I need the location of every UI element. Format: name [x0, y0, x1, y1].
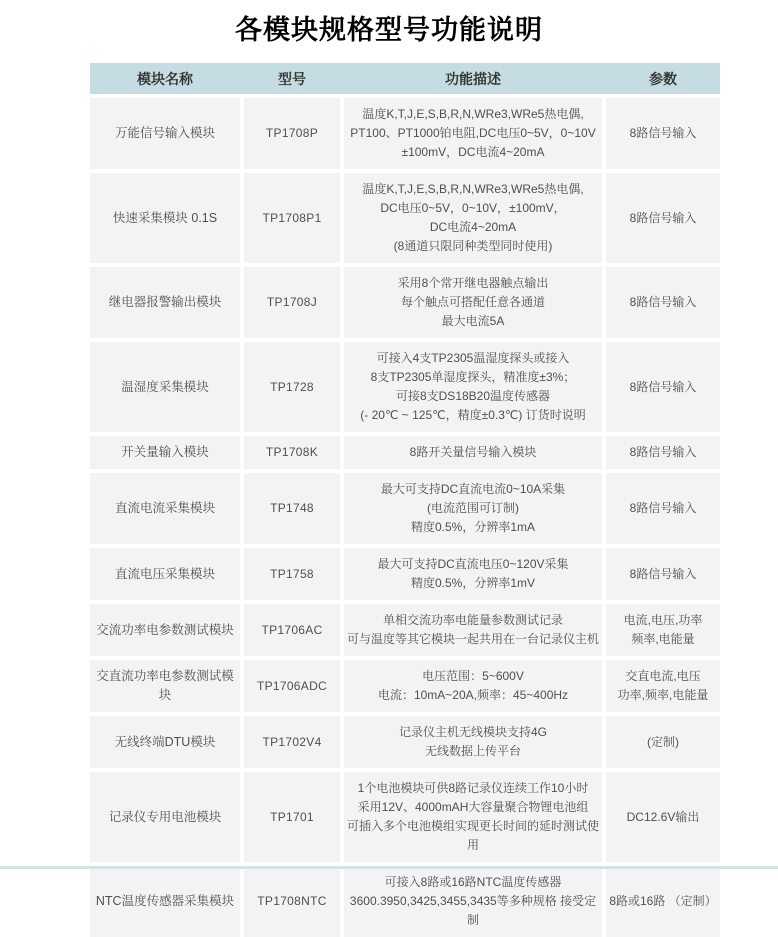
model-cell: TP1706AC [244, 604, 340, 656]
header-module-name: 模块名称 [137, 70, 193, 87]
param-cell: 8路信号输入 [606, 548, 720, 600]
module-name-cell: 记录仪专用电池模块 [90, 772, 240, 862]
description-cell: 8路开关量信号输入模块 [344, 436, 602, 469]
model-cell: TP1706ADC [244, 660, 340, 712]
table-row [90, 173, 720, 263]
description-cell: 1个电池模块可供8路记录仪连续工作10小时 采用12V、4000mAH大容量聚合物锂电池组 可插入多个电池模组实现更长时间的延时测试使用 [344, 772, 602, 862]
header-params: 参数 [649, 70, 677, 87]
model-cell: TP1702V4 [244, 716, 340, 768]
table-row [90, 604, 720, 656]
description-cell: 采用8个常开继电器触点输出 每个触点可搭配任意各通道 最大电流5A [344, 267, 602, 338]
table-row [90, 866, 720, 937]
page-title: 各模块规格型号功能说明 [235, 15, 543, 45]
table-row [90, 436, 720, 469]
table-row [90, 267, 720, 338]
param-cell: (定制) [606, 716, 720, 768]
modules-table [90, 63, 720, 937]
description-cell: 电压范围：5~600V 电流：10mA~20A,频率：45~400Hz [344, 660, 602, 712]
model-cell: TP1701 [244, 772, 340, 862]
model-cell: TP1708P1 [244, 173, 340, 263]
model-cell: TP1708J [244, 267, 340, 338]
table-row [90, 98, 720, 169]
module-name-cell: 交直流功率电参数测试模块 [90, 660, 240, 712]
module-name-cell: 无线终端DTU模块 [90, 716, 240, 768]
param-cell: 交直电流,电压 功率,频率,电能量 [606, 660, 720, 712]
model-cell: TP1708P [244, 98, 340, 169]
model-cell: TP1728 [244, 342, 340, 432]
table-header-row [90, 63, 720, 94]
model-cell: TP1708K [244, 436, 340, 469]
header-description: 功能描述 [445, 70, 501, 87]
table-row [90, 548, 720, 600]
model-cell: TP1708NTC [244, 866, 340, 937]
module-name-cell: 继电器报警输出模块 [90, 267, 240, 338]
description-cell: 温度K,T,J,E,S,B,R,N,WRe3,WRe5热电偶, PT100、PT1000铂电阻,DC电压0~5V，0~10V ±100mV，DC电流4~20mA [344, 98, 602, 169]
table-row [90, 716, 720, 768]
footer-divider [0, 866, 778, 869]
module-name-cell: 万能信号输入模块 [90, 98, 240, 169]
model-cell: TP1748 [244, 473, 340, 544]
module-name-cell: NTC温度传感器采集模块 [90, 866, 240, 937]
module-name-cell: 快速采集模块 0.1S [90, 173, 240, 263]
param-cell: 8路信号输入 [606, 473, 720, 544]
description-cell: 最大可支持DC直流电压0~120V采集 精度0.5%，分辨率1mV [344, 548, 602, 600]
param-cell: 8路信号输入 [606, 436, 720, 469]
header-model: 型号 [278, 70, 306, 87]
description-cell: 可接入8路或16路NTC温度传感器 3600.3950,3425,3455,3435等多种规格 接受定制 [344, 866, 602, 937]
param-cell: 8路信号输入 [606, 342, 720, 432]
param-cell: DC12.6V输出 [606, 772, 720, 862]
description-cell: 最大可支持DC直流电流0~10A采集 (电流范围可订制) 精度0.5%，分辨率1mA [344, 473, 602, 544]
param-cell: 8路信号输入 [606, 267, 720, 338]
description-cell: 可接入4支TP2305温湿度探头或接入 8支TP2305单湿度探头，精准度±3%； 可接8支DS18B20温度传感器 (- 20℃ ~ 125℃，精度±0.3℃) 订货时说明 [344, 342, 602, 432]
module-name-cell: 直流电压采集模块 [90, 548, 240, 600]
module-name-cell: 直流电流采集模块 [90, 473, 240, 544]
table-body [90, 98, 720, 937]
description-cell: 单相交流功率电能量参数测试记录 可与温度等其它模块一起共用在一台记录仪主机 [344, 604, 602, 656]
param-cell: 8路信号输入 [606, 173, 720, 263]
table-row [90, 473, 720, 544]
param-cell: 电流,电压,功率 频率,电能量 [606, 604, 720, 656]
module-name-cell: 开关量输入模块 [90, 436, 240, 469]
table-row [90, 342, 720, 432]
description-cell: 记录仪主机无线模块支持4G 无线数据上传平台 [344, 716, 602, 768]
param-cell: 8路或16路 （定制） [606, 866, 720, 937]
param-cell: 8路信号输入 [606, 98, 720, 169]
description-cell: 温度K,T,J,E,S,B,R,N,WRe3,WRe5热电偶, DC电压0~5V，0~10V，±100mV， DC电流4~20mA (8通道只限同种类型同时使用) [344, 173, 602, 263]
table-row [90, 772, 720, 862]
model-cell: TP1758 [244, 548, 340, 600]
table-row [90, 660, 720, 712]
module-name-cell: 交流功率电参数测试模块 [90, 604, 240, 656]
module-name-cell: 温湿度采集模块 [90, 342, 240, 432]
